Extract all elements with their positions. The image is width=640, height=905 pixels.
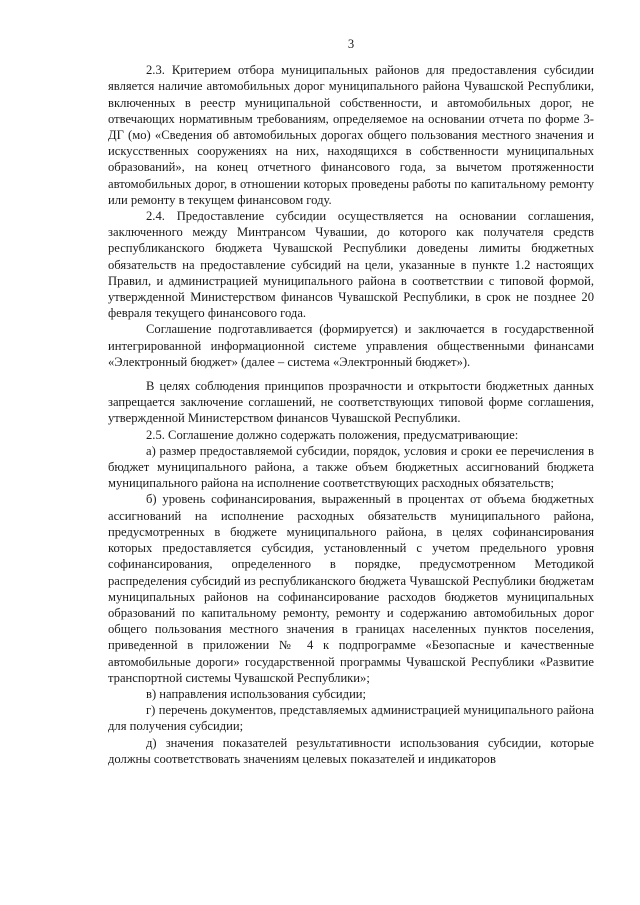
paragraph-item-a: а) размер предоставляемой субсидии, порядок, условия и сроки ее перечисления в бюджет муниципального района, а также объем бюджетных ассигнований бюджета муниципального района на исполнение соответствующих расходных обязательств; (108, 443, 594, 491)
paragraph-item-b: б) уровень софинансирования, выраженный в процентах от объема бюджетных ассигнований на исполнение расходных обязательств муниципального района, предусмотренных в бюджете муниципального района, в целях софинансирования которых предоставляется субсидия, установленный с учетом предельного уровня софинансирования, определенного в порядке, предусмотренном Методикой распределения субсидий из республиканского бюджета Чувашской Республики бюджетам муниципальных районов на софинансирование расходов бюджетов муниципальных образований по капитальному ремонту, ремонту и содержанию автомобильных дорог общего пользования местного значения в границах населенных пунктов поселения, приведенной в приложении № 4 к подпрограмме «Безопасные и качественные автомобильные дороги» государственной программы Чувашской Республики «Развитие транспортной системы Чувашской Республики»; (108, 492, 594, 685)
paragraph-item-g: г) перечень документов, представляемых администрацией муниципального района для получения субсидии; (108, 703, 594, 734)
paragraph-2-4: 2.4. Предоставление субсидии осуществляется на основании соглашения, заключенного между Минтрансом Чувашии, до которого как получателя средств республиканского бюджета Чувашской Республики доведены лимиты бюджетных обязательств на предоставление субсидий на цели, указанные в пункте 1.2 настоящих Правил, и администрацией муниципального района в соответствии с типовой формой, утвержденной Министерством финансов Чувашской Республики, в срок не позднее 20 февраля текущего финансового года. (108, 209, 594, 321)
paragraph-agreement-preparation: Соглашение подготавливается (формируется) и заключается в государственной интегрированной информационной системе управления общественными финансами «Электронный бюджет» (далее – система «Электронный бюджет»). (108, 322, 594, 369)
paragraph-item-v: в) направления использования субсидии; (146, 686, 367, 701)
page-number: 3 (347, 37, 355, 51)
paragraph-transparency: В целях соблюдения принципов прозрачности и открытости бюджетных данных запрещается заключение соглашений, не соответствующих типовой форме соглашения, утвержденной Министерством финансов Чувашской Республики. (108, 379, 594, 426)
paragraph-2-5: 2.5. Соглашение должно содержать положения, предусматривающие: (146, 427, 519, 442)
document-page (108, 36, 594, 767)
paragraph-2-3: 2.3. Критерием отбора муниципальных районов для предоставления субсидии является наличие автомобильных дорог муниципального района Чувашской Республики, включенных в реестр муниципальной собственности, и автомобильных дорог, не отвечающих нормативным требованиям, определяемое на основании отчета по форме 3-ДГ (мо) «Сведения об автомобильных дорогах общего пользования местного значения и искусственных сооружениях на них, находящихся в собственности муниципальных образований», на конец отчетного финансового года, за вычетом протяженности автомобильных дорог, в отношении которых проведены работы по капитальному ремонту или ремонту в текущем финансовом году. (108, 63, 594, 207)
paragraph-item-d: д) значения показателей результативности использования субсидии, которые должны соответствовать значениям целевых показателей и индикаторов (108, 735, 594, 766)
